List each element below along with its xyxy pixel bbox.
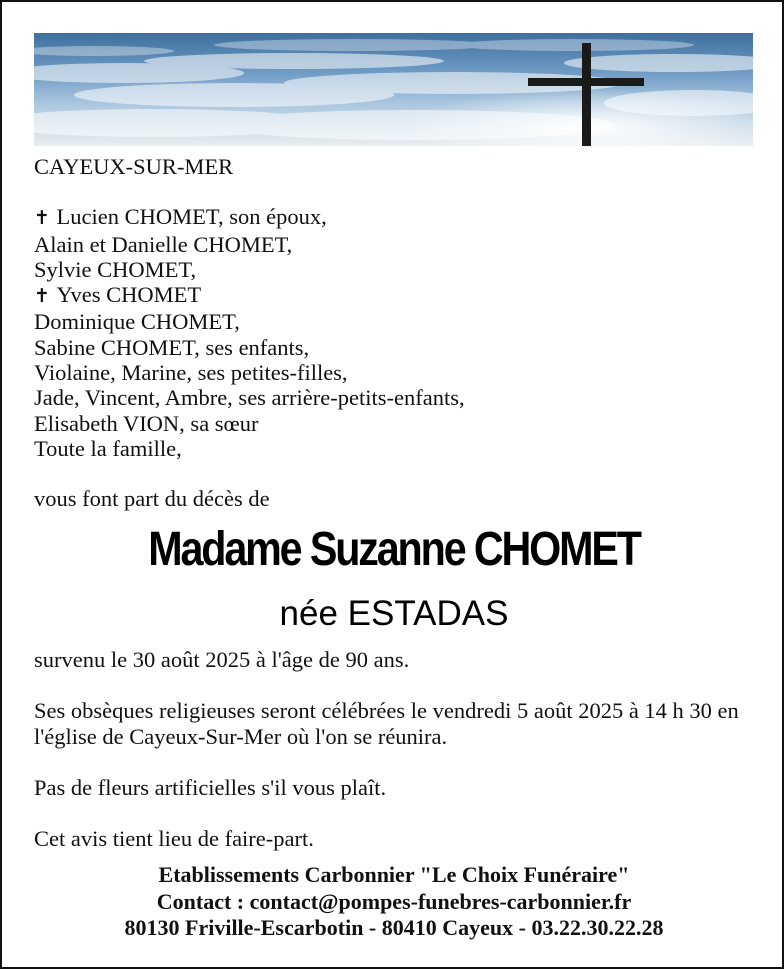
family-member	[34, 232, 759, 257]
death-details: survenu le 30 août 2025 à l'âge de 90 ans.	[34, 647, 410, 672]
family-member	[34, 436, 759, 461]
details-section	[34, 647, 759, 852]
family-member-text: Dominique CHOMET,	[34, 309, 240, 335]
funeral-home-footer	[2, 862, 784, 942]
family-member-text: Sabine CHOMET, ses enfants,	[34, 334, 310, 360]
sky-banner-art	[34, 33, 753, 146]
family-member	[34, 411, 759, 436]
maiden-name: née ESTADAS	[279, 594, 509, 633]
family-section	[34, 154, 759, 512]
family-member	[34, 204, 759, 231]
family-member	[34, 360, 759, 385]
flowers-note: Pas de fleurs artificielles s'il vous plaît.	[34, 775, 387, 800]
deceased-cross-icon: ✝	[34, 207, 57, 230]
family-member	[34, 385, 759, 410]
family-member	[34, 309, 759, 334]
family-member	[34, 335, 759, 360]
family-member	[34, 282, 759, 309]
funeral-details: Ses obsèques religieuses seront célébrées le vendredi 5 août 2025 à 14 h 30 en l'église de Cayeux-Sur-Mer où l'on se réunira.	[34, 698, 739, 749]
family-member-text: Yves CHOMET	[56, 282, 202, 308]
deceased-name: Madame Suzanne CHOMET	[148, 523, 640, 576]
company-name: Etablissements Carbonnier "Le Choix Funéraire"	[158, 862, 630, 887]
family-member-text: Violaine, Marine, ses petites-filles,	[34, 360, 348, 386]
family-list	[34, 204, 759, 461]
family-member-text: Alain et Danielle CHOMET,	[34, 231, 293, 257]
family-member-text: Elisabeth VION, sa sœur	[34, 410, 259, 436]
announcement-intro: vous font part du décès de	[34, 486, 270, 512]
town-heading: CAYEUX-SUR-MER	[34, 154, 234, 179]
sky-banner	[34, 33, 753, 146]
family-member-text: Lucien CHOMET, son époux,	[56, 204, 327, 230]
family-member	[34, 257, 759, 282]
family-member-text: Toute la famille,	[34, 435, 182, 461]
family-member-text: Jade, Vincent, Ambre, ses arrière-petits-enfants,	[34, 385, 465, 411]
family-member-text: Sylvie CHOMET,	[34, 256, 197, 282]
address-line: 80130 Friville-Escarbotin - 80410 Cayeux - 03.22.30.22.28	[124, 915, 664, 940]
deceased-cross-icon: ✝	[34, 285, 57, 308]
contact-line: Contact : contact@pompes-funebres-carbonnier.fr	[156, 888, 632, 914]
notice-note: Cet avis tient lieu de faire-part.	[34, 826, 314, 851]
